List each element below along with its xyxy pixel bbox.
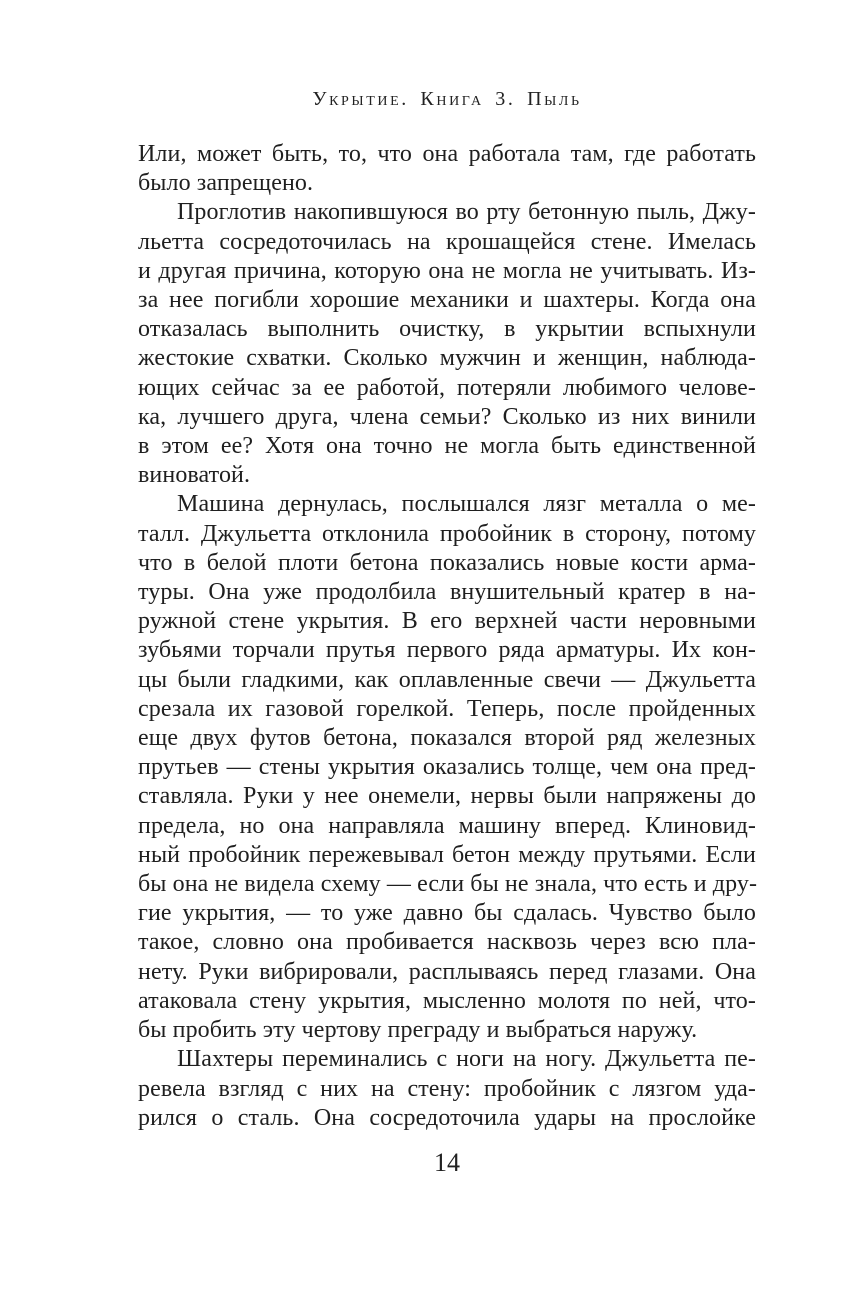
text-line: бы она не видела схему — если бы не знала, что есть и дру- — [138, 871, 758, 898]
text-line: Или, может быть, то, что она работала там, где работать — [138, 141, 756, 167]
text-line: рился о сталь. Она сосредоточила удары на прослойке — [138, 1104, 756, 1131]
body-text — [138, 140, 756, 1133]
text-line: зубьями торчали прутья первого ряда арматуры. Их кон- — [138, 637, 756, 664]
text-line: жестокие схватки. Сколько мужчин и женщин, наблюда- — [138, 345, 756, 372]
text-line: гие укрытия, — то уже давно бы сдалась. Чувство было — [138, 900, 756, 927]
text-line: еще двух футов бетона, показался второй ряд железных — [138, 725, 756, 752]
text-line: что в белой плоти бетона показались новые кости арма- — [138, 549, 756, 576]
page-number: 14 — [434, 1148, 460, 1177]
text-line: ревела взгляд с них на стену: пробойник с лязгом уда- — [138, 1075, 756, 1102]
text-line: срезала их газовой горелкой. Теперь, после пройденных — [138, 695, 756, 722]
text-line: в этом ее? Хотя она точно не могла быть единственной — [138, 433, 756, 460]
text-line: Проглотив накопившуюся во рту бетонную пыль, Джу- — [177, 199, 756, 226]
text-line: ка, лучшего друга, члена семьи? Сколько из них винили — [138, 403, 756, 430]
text-line: бы пробить эту чертову преграду и выбраться наружу. — [138, 1017, 698, 1044]
text-line: за нее погибли хорошие механики и шахтеры. Когда она — [138, 287, 756, 314]
text-line: нету. Руки вибрировали, расплываясь перед глазами. Она — [138, 958, 756, 985]
text-line: отказалась выполнить очистку, в укрытии вспыхнули — [138, 316, 756, 343]
text-line: атаковала стену укрытия, мысленно молотя по ней, что- — [138, 987, 756, 1014]
text-line: талл. Джульетта отклонила пробойник в сторону, потому — [138, 520, 756, 547]
running-header: Укрытие. Книга 3. Пыль — [312, 88, 582, 110]
text-line: ный пробойник пережевывал бетон между прутьями. Если — [138, 841, 756, 868]
text-line: предела, но она направляла машину вперед. Клиновид- — [138, 812, 756, 839]
text-line: прутьев — стены укрытия оказались толще, чем она пред- — [138, 754, 756, 781]
text-line: и другая причина, которую она не могла не учитывать. Из- — [138, 257, 756, 284]
text-line: виноватой. — [138, 462, 251, 489]
text-line: было запрещено. — [138, 170, 314, 197]
text-line: ружной стене укрытия. В его верхней части неровными — [138, 608, 756, 635]
text-line: такое, словно она пробивается насквозь через всю пла- — [138, 929, 756, 956]
text-line: ставляла. Руки у нее онемели, нервы были напряжены до — [138, 783, 756, 810]
text-line: Шахтеры переминались с ноги на ногу. Джульетта пе- — [177, 1046, 756, 1073]
text-line: туры. Она уже продолбила внушительный кратер в на- — [138, 579, 756, 606]
text-line: ющих сейчас за ее работой, потеряли любимого челове- — [138, 374, 756, 401]
text-line: льетта сосредоточилась на крошащейся стене. Имелась — [138, 228, 756, 255]
text-line: Машина дернулась, послышался лязг металла о ме- — [177, 491, 756, 518]
text-line: цы были гладкими, как оплавленные свечи — Джульетта — [138, 666, 756, 693]
